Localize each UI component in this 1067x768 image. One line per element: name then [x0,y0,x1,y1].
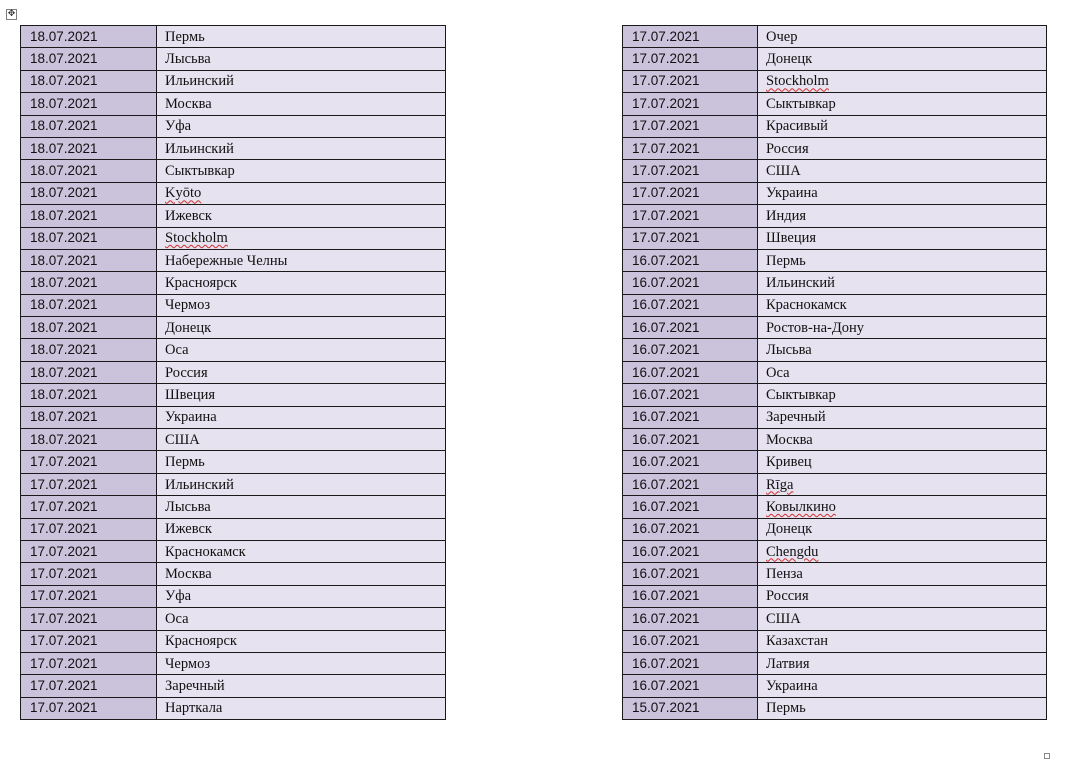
date-cell[interactable]: 17.07.2021 [623,205,758,227]
place-text: Донецк [766,521,813,538]
date-cell[interactable]: 17.07.2021 [623,26,758,48]
table-row [21,48,446,70]
date-cell[interactable]: 16.07.2021 [623,317,758,339]
date-cell[interactable]: 16.07.2021 [623,496,758,518]
date-cell[interactable]: 16.07.2021 [623,406,758,428]
left-table-body [21,26,446,720]
place-text: Пермь [766,252,806,269]
place-text: Stockholm [165,230,228,247]
place-text: Сыктывкар [165,163,235,180]
place-cell[interactable] [157,585,446,607]
place-cell[interactable] [758,429,1047,451]
place-cell[interactable] [157,429,446,451]
place-text: Пермь [165,28,205,45]
place-cell[interactable] [758,652,1047,674]
place-text: Лысьва [766,342,812,359]
date-cell[interactable]: 18.07.2021 [21,384,157,406]
place-cell[interactable] [157,496,446,518]
table-row [21,249,446,271]
table-row [623,339,1047,361]
place-cell[interactable] [157,26,446,48]
table-row [623,540,1047,562]
table-row [21,70,446,92]
date-cell[interactable]: 16.07.2021 [623,563,758,585]
date-cell[interactable]: 17.07.2021 [21,540,157,562]
table-row [21,473,446,495]
place-cell[interactable] [758,249,1047,271]
place-text: Ильинский [766,274,835,291]
place-text: Красивый [766,118,828,135]
date-cell[interactable]: 16.07.2021 [623,451,758,473]
place-text: Красноярск [165,274,237,291]
table-row [21,406,446,428]
place-cell[interactable] [758,294,1047,316]
date-cell[interactable]: 18.07.2021 [21,160,157,182]
table-row [623,473,1047,495]
place-text: Краснокамск [766,297,847,314]
place-cell[interactable] [157,473,446,495]
date-cell[interactable]: 18.07.2021 [21,294,157,316]
table-row [623,272,1047,294]
place-cell[interactable] [758,272,1047,294]
place-cell[interactable] [157,93,446,115]
table-row [623,451,1047,473]
place-cell[interactable] [758,496,1047,518]
place-cell[interactable] [157,182,446,204]
place-cell[interactable] [758,608,1047,630]
place-text: Россия [766,588,809,605]
date-cell[interactable]: 17.07.2021 [21,585,157,607]
table-row [21,384,446,406]
table-row [21,518,446,540]
table-row [21,93,446,115]
place-cell[interactable] [157,70,446,92]
place-cell[interactable] [157,48,446,70]
place-text: Уфа [165,588,192,605]
place-cell[interactable] [157,630,446,652]
place-text: Лысьва [165,51,211,68]
date-cell[interactable]: 16.07.2021 [623,361,758,383]
place-text: Пенза [766,566,803,583]
date-cell[interactable]: 17.07.2021 [623,70,758,92]
place-cell[interactable] [758,675,1047,697]
place-cell[interactable] [758,451,1047,473]
date-cell[interactable]: 17.07.2021 [21,697,157,719]
table-row [21,630,446,652]
place-text: Чермоз [165,655,211,672]
date-cell[interactable]: 18.07.2021 [21,48,157,70]
date-cell[interactable]: 16.07.2021 [623,630,758,652]
table-row [21,563,446,585]
place-text: Нарткала [165,700,223,717]
place-text: Заречный [766,409,826,426]
date-cell[interactable]: 18.07.2021 [21,93,157,115]
place-text: США [766,163,801,180]
place-cell[interactable] [758,585,1047,607]
place-cell[interactable] [157,160,446,182]
date-cell[interactable]: 17.07.2021 [21,496,157,518]
table-row [623,93,1047,115]
table-row [21,294,446,316]
table-row [623,26,1047,48]
place-text: Stockholm [766,73,829,90]
place-cell[interactable] [758,48,1047,70]
place-cell[interactable] [157,272,446,294]
table-row [623,384,1047,406]
table-row [21,115,446,137]
place-cell[interactable] [157,137,446,159]
date-cell[interactable]: 16.07.2021 [623,652,758,674]
date-cell[interactable]: 17.07.2021 [21,563,157,585]
place-text: Chengdu [766,543,819,560]
date-cell[interactable]: 17.07.2021 [21,630,157,652]
place-text: Оса [165,610,189,627]
table-row [623,317,1047,339]
place-cell[interactable] [758,70,1047,92]
place-cell[interactable] [157,540,446,562]
date-cell[interactable]: 17.07.2021 [623,182,758,204]
table-row [21,272,446,294]
place-text: Пермь [165,454,205,471]
table-row [21,585,446,607]
table-row [623,406,1047,428]
place-cell[interactable] [758,137,1047,159]
place-cell[interactable] [157,652,446,674]
place-cell[interactable] [758,227,1047,249]
place-cell[interactable] [758,93,1047,115]
table-row [623,630,1047,652]
place-cell[interactable] [758,518,1047,540]
place-text: Швеция [165,386,216,403]
date-cell[interactable]: 17.07.2021 [623,160,758,182]
date-cell[interactable]: 16.07.2021 [623,473,758,495]
place-cell[interactable] [157,294,446,316]
date-cell[interactable]: 18.07.2021 [21,137,157,159]
place-cell[interactable] [758,115,1047,137]
place-cell[interactable] [758,26,1047,48]
place-cell[interactable] [758,540,1047,562]
date-cell[interactable]: 17.07.2021 [21,608,157,630]
date-cell[interactable]: 17.07.2021 [623,227,758,249]
date-cell[interactable]: 18.07.2021 [21,70,157,92]
place-text: Украина [766,678,818,695]
place-text: Казахстан [766,633,829,650]
table-row [623,608,1047,630]
date-cell[interactable]: 18.07.2021 [21,406,157,428]
place-cell[interactable] [157,227,446,249]
place-text: Очер [766,28,798,45]
table-row [623,205,1047,227]
place-cell[interactable] [157,205,446,227]
place-cell[interactable] [157,115,446,137]
place-text: США [165,431,200,448]
table-row [21,675,446,697]
place-text: Кривец [766,454,812,471]
table-row [623,48,1047,70]
date-cell[interactable]: 17.07.2021 [21,675,157,697]
table-row [21,429,446,451]
date-cell[interactable]: 18.07.2021 [21,26,157,48]
table-row [623,227,1047,249]
date-cell[interactable]: 16.07.2021 [623,518,758,540]
table-row [623,182,1047,204]
place-text: Украина [165,409,217,426]
place-cell[interactable] [157,697,446,719]
place-text: Украина [766,185,818,202]
table-row [623,70,1047,92]
place-text: Набережные Челны [165,252,288,269]
place-cell[interactable] [758,317,1047,339]
date-cell[interactable]: 18.07.2021 [21,429,157,451]
table-row [623,496,1047,518]
place-text: Москва [165,95,212,112]
place-text: Москва [165,566,212,583]
place-cell[interactable] [157,384,446,406]
place-text: Ильинский [165,73,234,90]
table-row [21,496,446,518]
place-cell[interactable] [157,249,446,271]
date-cell[interactable]: 17.07.2021 [623,48,758,70]
date-cell[interactable]: 18.07.2021 [21,317,157,339]
table-row [623,429,1047,451]
table-row [623,585,1047,607]
date-cell[interactable]: 18.07.2021 [21,182,157,204]
place-text: Оса [165,342,189,359]
place-cell[interactable] [157,339,446,361]
place-text: Латвия [766,655,810,672]
place-text: Заречный [165,678,225,695]
date-cell[interactable]: 16.07.2021 [623,608,758,630]
place-cell[interactable] [157,317,446,339]
table-resize-handle[interactable] [1044,753,1050,759]
place-text: Ростов-на-Дону [766,319,864,336]
place-cell[interactable] [758,160,1047,182]
place-cell[interactable] [157,563,446,585]
place-cell[interactable] [758,697,1047,719]
place-text: Россия [165,364,208,381]
place-cell[interactable] [758,473,1047,495]
date-cell[interactable]: 17.07.2021 [623,115,758,137]
place-cell[interactable] [157,675,446,697]
table-row [21,339,446,361]
place-text: Чермоз [165,297,211,314]
table-row [21,182,446,204]
table-row [21,451,446,473]
date-cell[interactable]: 16.07.2021 [623,675,758,697]
place-text: Ижевск [165,207,212,224]
date-cell[interactable]: 18.07.2021 [21,115,157,137]
table-row [623,518,1047,540]
place-text: Ижевск [165,521,212,538]
date-cell[interactable]: 17.07.2021 [623,93,758,115]
date-cell[interactable]: 18.07.2021 [21,205,157,227]
table-row [21,540,446,562]
place-text: Уфа [165,118,192,135]
table-row [21,697,446,719]
table-row [21,317,446,339]
table-row [21,26,446,48]
date-cell[interactable]: 17.07.2021 [21,451,157,473]
place-text: Донецк [766,51,813,68]
place-cell[interactable] [157,518,446,540]
place-text: Донецк [165,319,212,336]
place-cell[interactable] [157,361,446,383]
table-row [623,563,1047,585]
place-text: Россия [766,140,809,157]
place-text: Ильинский [165,140,234,157]
place-cell[interactable] [758,205,1047,227]
date-cell[interactable]: 17.07.2021 [21,518,157,540]
place-cell[interactable] [758,406,1047,428]
table-row [21,227,446,249]
place-cell[interactable] [758,630,1047,652]
place-text: Rīga [766,476,794,493]
place-text: Москва [766,431,813,448]
place-cell[interactable] [758,563,1047,585]
table-row [623,675,1047,697]
place-text: Красноярск [165,633,237,650]
date-cell[interactable]: 16.07.2021 [623,540,758,562]
place-text: Сыктывкар [766,386,836,403]
table-row [21,160,446,182]
right-table-body [623,26,1047,720]
date-cell[interactable]: 17.07.2021 [21,652,157,674]
date-cell[interactable]: 17.07.2021 [21,473,157,495]
date-cell[interactable]: 17.07.2021 [623,137,758,159]
table-row [21,205,446,227]
place-cell[interactable] [758,339,1047,361]
place-cell[interactable] [157,451,446,473]
table-row [623,115,1047,137]
table-row [623,361,1047,383]
place-text: Сыктывкар [766,95,836,112]
table-row [21,608,446,630]
date-cell[interactable]: 18.07.2021 [21,227,157,249]
place-cell[interactable] [758,182,1047,204]
place-cell[interactable] [758,384,1047,406]
place-cell[interactable] [758,361,1047,383]
date-cell[interactable]: 18.07.2021 [21,249,157,271]
table-row [21,652,446,674]
left-table [20,25,446,720]
table-move-icon[interactable]: ✥ [7,9,16,19]
place-text: США [766,610,801,627]
table-row [623,160,1047,182]
right-table [622,25,1047,720]
place-text: Пермь [766,700,806,717]
place-text: Ковылкино [766,498,836,515]
date-cell[interactable]: 18.07.2021 [21,272,157,294]
table-row [623,652,1047,674]
table-row [623,137,1047,159]
date-cell[interactable]: 16.07.2021 [623,272,758,294]
date-cell[interactable]: 15.07.2021 [623,697,758,719]
table-row [21,361,446,383]
place-cell[interactable] [157,406,446,428]
place-text: Индия [766,207,807,224]
place-cell[interactable] [157,608,446,630]
place-text: Kyōto [165,185,202,202]
date-cell[interactable]: 16.07.2021 [623,384,758,406]
table-row [21,137,446,159]
date-cell[interactable]: 18.07.2021 [21,361,157,383]
place-text: Лысьва [165,498,211,515]
date-cell[interactable]: 18.07.2021 [21,339,157,361]
date-cell[interactable]: 16.07.2021 [623,429,758,451]
place-text: Швеция [766,230,817,247]
date-cell[interactable]: 16.07.2021 [623,294,758,316]
date-cell[interactable]: 16.07.2021 [623,585,758,607]
date-cell[interactable]: 16.07.2021 [623,249,758,271]
place-text: Оса [766,364,790,381]
date-cell[interactable]: 16.07.2021 [623,339,758,361]
table-row [623,294,1047,316]
table-row [623,697,1047,719]
place-text: Ильинский [165,476,234,493]
table-row [623,249,1047,271]
place-text: Краснокамск [165,543,246,560]
